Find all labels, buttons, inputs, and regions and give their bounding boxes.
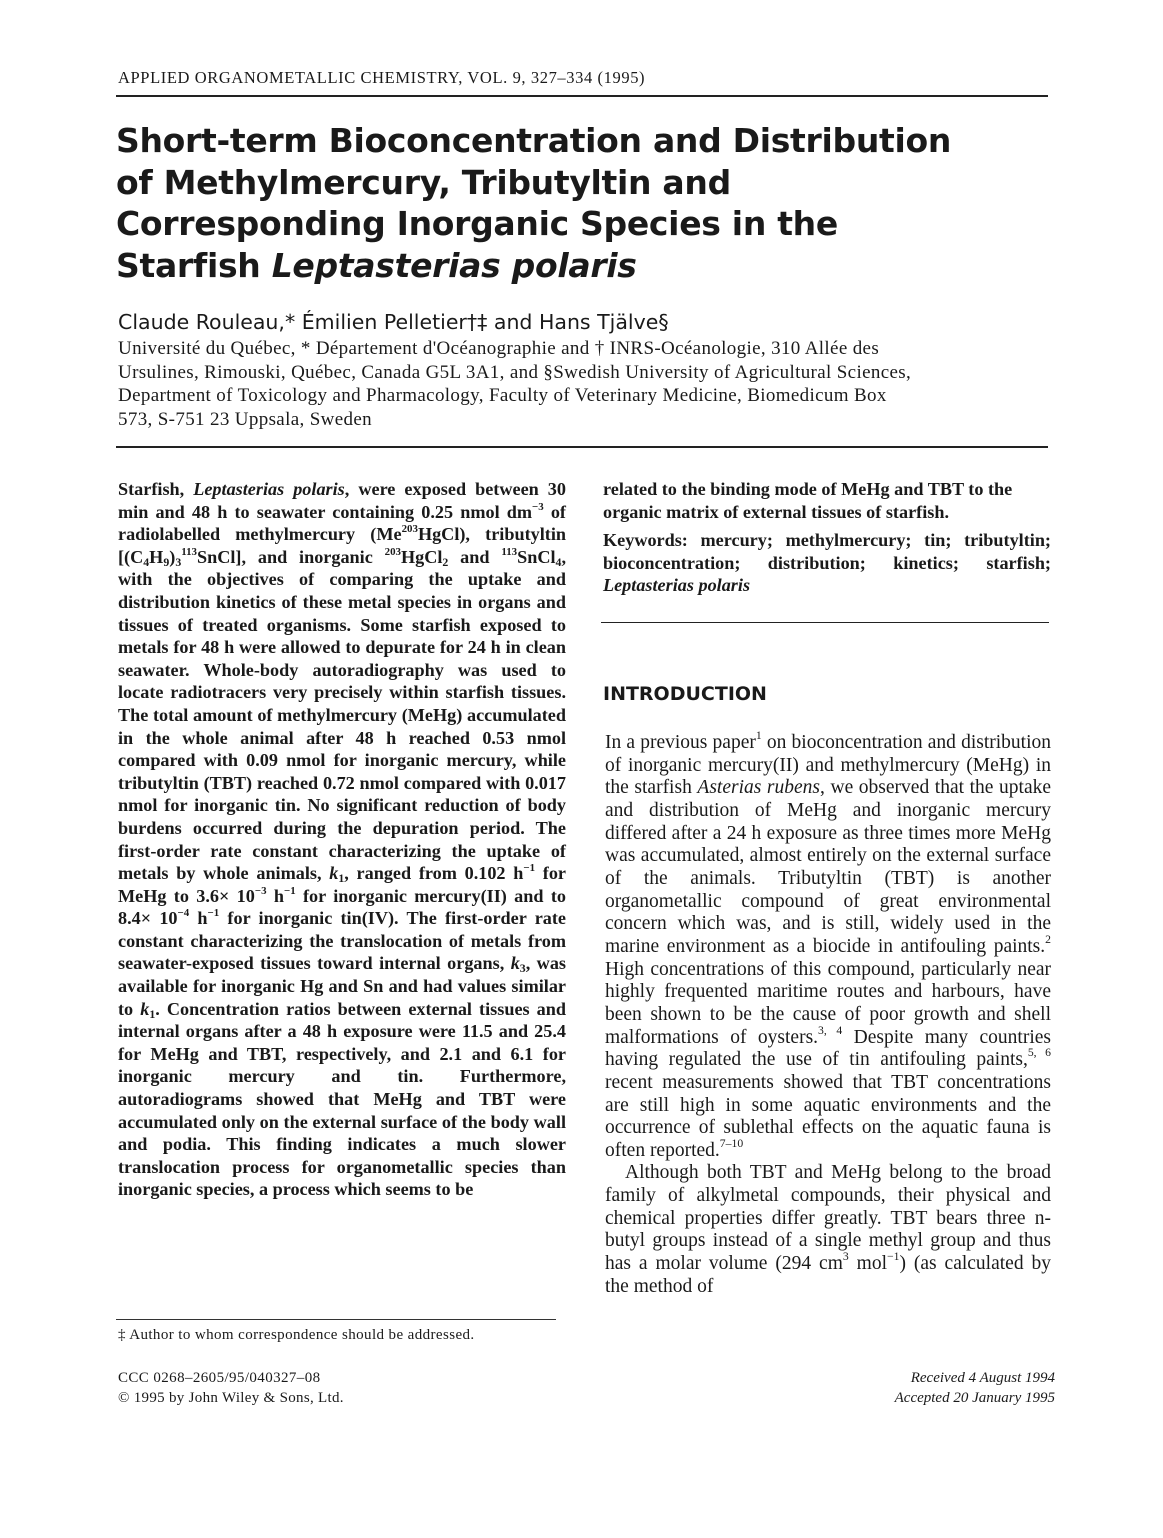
- title-line: Short-term Bioconcentration and Distribution: [116, 121, 952, 160]
- article-title: [116, 120, 1076, 286]
- abstract-top-rule: [116, 446, 1048, 448]
- introduction-body: [605, 729, 1052, 1298]
- title-line: Corresponding Inorganic Species in the: [116, 204, 838, 243]
- title-line: [116, 245, 1076, 287]
- affiliation: [118, 337, 1058, 431]
- footnote-rule: [116, 1319, 556, 1320]
- journal-header: APPLIED ORGANOMETALLIC CHEMISTRY, VOL. 9, 327–334 (1995): [118, 68, 646, 87]
- abstract: Starfish, Leptasterias polaris, were exposed between 30 min and 48 h to seawater containing 0.25 nmol $dm^{-3}$ of radiolabelled methylmercury (Me$^{203}$HgCl), tributyltin $[(C_4H_9)_3^{113}SnCl]$, and inorganic $^{203}$HgCl$_2$ and $^{113}$SnCl$_4$, with the objectives of comparing the uptake and distribution kinetics of these metal species in organs and tissues of treated organisms. Some starfish exposed to metals for 48 h were allowed to depurate for 24 h in clean seawater. Whole-body autoradiography was used to locate radiotracers very precisely within starfish tissues. The total amount of methylmercury (MeHg) accumulated in the whole animal after 48 h reached 0.53 nmol compared with 0.09 nmol for inorganic mercury, while tributyltin (TBT) reached 0.72 nmol compared with 0.017 nmol for inorganic tin. No significant reduction of body burdens occurred during the depuration period. The first-order rate constant characterizing the uptake of metals by whole animals, $k_1$, ranged from 0.102 $h^{-1}$ for MeHg to $3.6\times 10^{-3}$ $h^{-1}$ for inorganic mercury(II) and to $8.4\times 10^{-4}$ $h^{-1}$ for inorganic tin(IV). The first-order rate constant characterizing the translocation of metals from seawater-exposed tissues toward internal organs, $k_3$, was available for inorganic Hg and Sn and had values similar to $k_1$. Concentration ratios between external tissues and internal organs after a 48 h exposure were 11.5 and 25.4 for MeHg and TBT, respectively, and 2.1 and 6.1 for inorganic mercury and tin. Furthermore, autoradiograms showed that MeHg and TBT were accumulated only on the external surface of the body wall and podia. This finding indicates a much slower translocation process for organometallic species than inorganic species, a process which seems to be: [118, 479, 567, 1200]
- affiliation-line: Université du Québec, * Département d'Océanographie and † INRS-Océanologie, 310 Allée des: [118, 338, 880, 359]
- affiliation-line: Department of Toxicology and Pharmacology, Faculty of Veterinary Medicine, Biomedicum Box: [118, 385, 887, 406]
- received-date: Received 4 August 1994: [910, 1370, 1055, 1386]
- copyright: © 1995 by John Wiley & Sons, Ltd.: [118, 1390, 344, 1406]
- ccc-code: CCC 0268–2605/95/040327–08: [118, 1370, 321, 1386]
- paragraph: In a previous paper$^1$ on bioconcentration and distribution of inorganic mercury(II) and methylmercury (MeHg) in the starfish Asterias rubens, we observed that the uptake and distribution of MeHg and inorganic mercury differed after a 24 h exposure as three times more MeHg was accumulated, almost entirely on the external surface of the animals. Tributyltin (TBT) is another organometallic compound of great environmental concern which was, and is still, widely used in the marine environment as a biocide in antifouling paints.$^2$ High concentrations of this compound, particularly near highly frequented maritime routes and harbours, have been shown to be the cause of poor growth and shell malformations of oysters.$^{3, 4}$ Despite many countries having regulated the use of tin antifouling paints,$^{5, 6}$ recent measurements showed that TBT concentrations are still high in some aquatic environments and the occurrence of sublethal effects on the aquatic fauna is often reported.$^{7-10}$: [605, 729, 1052, 1161]
- title-species: Leptasterias polaris: [271, 245, 637, 285]
- affiliation-line: Ursulines, Rimouski, Québec, Canada G5L 3A1, and §Swedish University of Agricultural Sciences,: [118, 361, 912, 383]
- footnote: ‡ Author to whom correspondence should be addressed.: [118, 1327, 475, 1343]
- section-heading-introduction: INTRODUCTION: [603, 683, 767, 705]
- title-line: of Methylmercury, Tributyltin and: [116, 162, 731, 202]
- keywords-species: Leptasterias polaris: [603, 575, 751, 596]
- paragraph: Although both TBT and MeHg belong to the broad family of alkylmetal compounds, their physical and chemical properties differ greatly. TBT bears three n-butyl groups instead of a single methyl group and thus has a molar volume (294 $cm^3$ mol$^{-1}$) (as calculated by the method of: [605, 1162, 1051, 1297]
- affiliation-line: 573, S-751 23 Uppsala, Sweden: [118, 408, 372, 430]
- keywords: Keywords: mercury; methylmercury; tin; tributyltin; bioconcentration; distribution; kinetics; starfish; Leptasterias polaris: [603, 530, 1051, 596]
- keywords-rule: [601, 622, 1049, 623]
- title-text: Starfish: [116, 245, 272, 285]
- authors: Claude Rouleau,* Émilien Pelletier†‡ and Hans Tjälve§: [118, 310, 669, 334]
- abstract-continuation: related to the binding mode of MeHg and TBT to the organic matrix of external tissues of starfish.: [603, 479, 1013, 522]
- accepted-date: Accepted 20 January 1995: [894, 1390, 1055, 1406]
- header-rule: [116, 95, 1048, 97]
